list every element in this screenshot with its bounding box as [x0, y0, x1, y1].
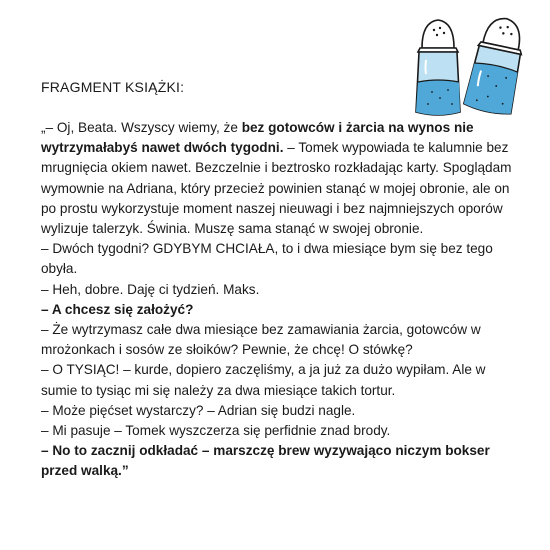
excerpt-paragraph: [41, 320, 519, 360]
bold-text-segment: – No to zacznij odkładać – marszczę brew wyzywająco niczym bokser przed walką.”: [41, 443, 490, 479]
text-segment: – O TYSIĄC! – kurde, dopiero zaczęliśmy, a ja już za dużo wypiłam. Ale w sumie to tysiąc mi się należy za dwa miesiące takich tortur.: [41, 362, 486, 398]
bold-text-segment: – A chcesz się założyć?: [41, 301, 194, 317]
text-segment: – Mi pasuje – Tomek wyszczerza się perfidnie znad brody.: [41, 423, 391, 439]
excerpt-heading: FRAGMENT KSIĄŻKI:: [41, 79, 185, 95]
salt-shaker-icon: [416, 20, 460, 115]
excerpt-paragraph: [41, 118, 519, 239]
excerpt-paragraph: [41, 421, 519, 441]
excerpt-paragraph: [41, 239, 519, 279]
text-segment: „– Oj, Beata. Wszyscy wiemy, że: [41, 120, 242, 135]
bold-text-segment: bez gotowców i żarcia na wynos nie wytrzymałabyś nawet dwóch tygodni.: [41, 120, 474, 156]
excerpt-paragraph: [41, 280, 519, 300]
excerpt-paragraph: [41, 300, 519, 320]
excerpt-text: [41, 118, 519, 482]
excerpt-paragraph: [41, 441, 519, 481]
text-segment: – Że wytrzymasz całe dwa miesiące bez zamawiania żarcia, gotowców w mrożonkach i sosów ze słoików? Pewnie, że chcę! O stówkę?: [41, 322, 481, 358]
text-segment: – Tomek wypowiada te kalumnie bez mrugnięcia okiem nawet. Bezczelnie i beztrosko rozkładając karty. Spoglądam wymownie na Adriana, który przecież powinien stanąć w mojej obronie, ale on po prostu wykorzystuje moment naszej nieuwagi i bez najmniejszych oporów wylizuje talerzyk. Świnia. Muszę sama stanąć w swojej obronie.: [41, 140, 512, 237]
excerpt-paragraph: [41, 401, 519, 421]
pepper-shaker-icon: [463, 14, 530, 117]
salt-and-pepper-shakers-illustration: [408, 8, 538, 118]
text-segment: – Dwóch tygodni? GDYBYM CHCIAŁA, to i dwa miesiące bym się bez tego obyła.: [41, 241, 493, 277]
text-segment: – Może pięćset wystarczy? – Adrian się budzi nagle.: [41, 402, 356, 418]
excerpt-paragraph: [41, 360, 519, 400]
text-segment: – Heh, dobre. Daję ci tydzień. Maks.: [41, 281, 260, 297]
